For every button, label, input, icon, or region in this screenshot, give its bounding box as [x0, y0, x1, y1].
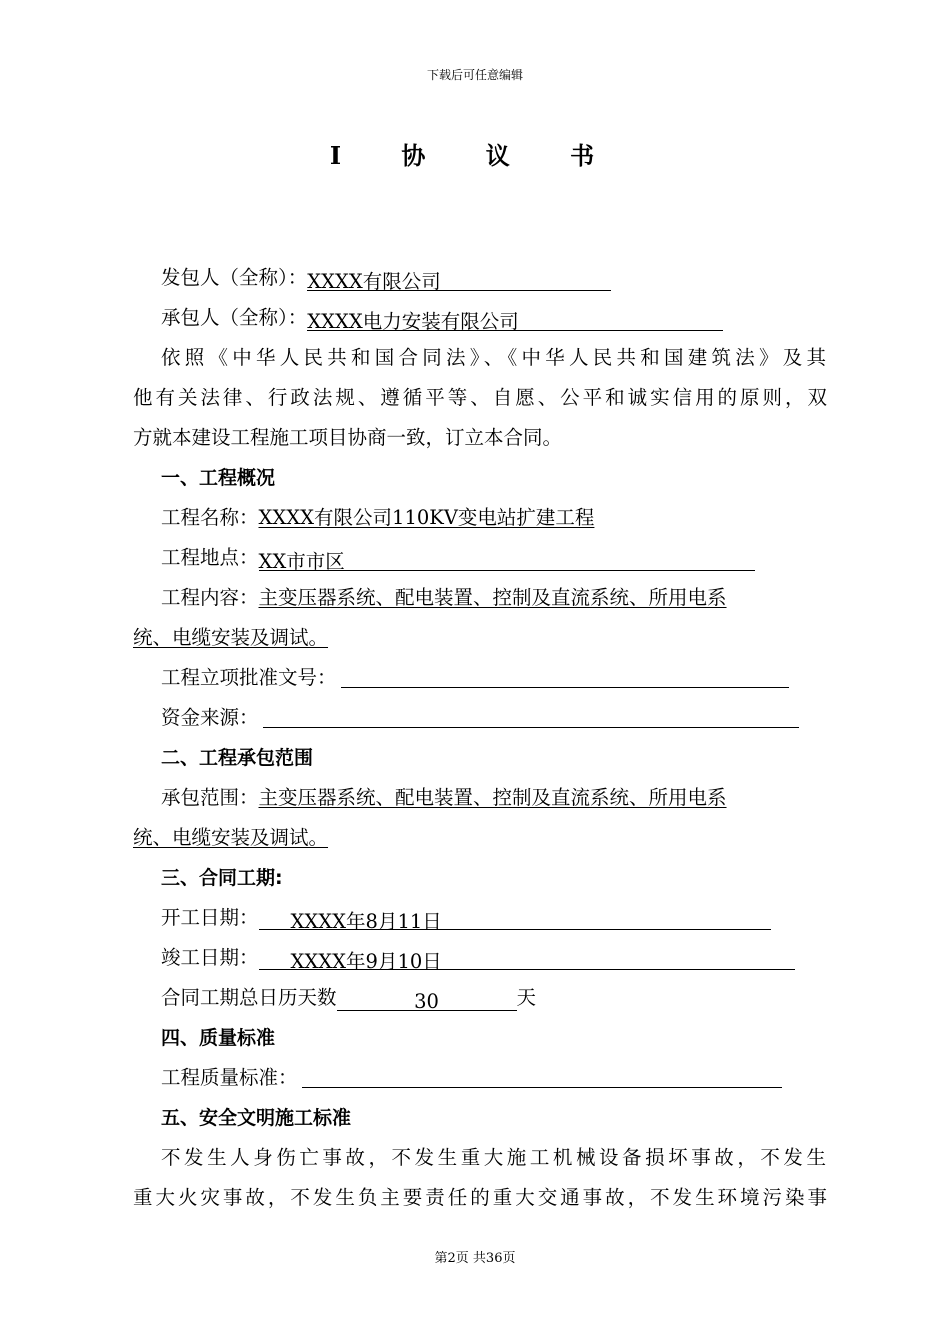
project-content-value-2: 统、电缆安装及调试。 — [133, 626, 329, 649]
project-content-value-1: 主变压器系统、配电装置、控制及直流系统、所用电系 — [258, 586, 727, 609]
approval-line — [161, 664, 861, 692]
start-date-value: XXXX年8月11日 — [290, 910, 442, 933]
total-days-label: 合同工期总日历天数 — [161, 986, 337, 1009]
project-name-value: XXXX有限公司110KV变电站扩建工程 — [258, 506, 595, 529]
project-content-line-1 — [161, 584, 861, 612]
section-1-title: 一、工程概况 — [161, 467, 276, 489]
quality-blank — [302, 1065, 782, 1088]
approval-blank — [341, 665, 789, 688]
section-3-title: 三、合同工期: — [161, 867, 283, 889]
project-location-field — [259, 548, 755, 571]
preamble-line-1: 依照《中华人民共和国合同法》、《中华人民共和国建筑法》及其 — [161, 346, 826, 369]
section-2-title: 二、工程承包范围 — [161, 747, 314, 769]
contractor-value: XXXX电力安装有限公司 — [307, 310, 519, 333]
project-content-line-2 — [133, 624, 833, 652]
project-location-label: 工程地点： — [161, 546, 259, 569]
contractor-field — [307, 308, 723, 331]
document-title: I 协 议 书 — [329, 141, 621, 170]
project-name-line — [161, 504, 861, 532]
quality-line — [161, 1064, 861, 1092]
scope-value-2: 统、电缆安装及调试。 — [133, 826, 329, 849]
section-4-title: 四、质量标准 — [161, 1027, 276, 1049]
preamble-line-3: 方就本建设工程施工项目协商一致，订立本合同。 — [133, 426, 563, 449]
contractor-line — [161, 304, 861, 332]
preamble-line-2: 他有关法律、行政法规、遵循平等、自愿、公平和诚实信用的原则，双 — [133, 386, 827, 409]
employer-field — [307, 268, 611, 291]
employer-value: XXXX有限公司 — [307, 270, 441, 293]
approval-label: 工程立项批准文号： — [161, 666, 337, 689]
start-date-label: 开工日期： — [161, 906, 259, 929]
contractor-label: 承包人（全称）： — [161, 306, 308, 329]
end-date-field — [259, 948, 795, 973]
scope-line-2 — [133, 824, 833, 852]
safety-line-1: 不发生人身伤亡事故，不发生重大施工机械设备损坏事故，不发生 — [161, 1146, 826, 1169]
project-location-line — [161, 544, 861, 572]
section-5-title: 五、安全文明施工标准 — [161, 1107, 352, 1129]
total-days-line — [161, 984, 861, 1012]
scope-line-1 — [161, 784, 861, 812]
start-date-line — [161, 904, 861, 932]
employer-line — [161, 264, 861, 292]
total-days-field — [337, 988, 517, 1011]
project-name-label: 工程名称： — [161, 506, 259, 529]
quality-label: 工程质量标准： — [161, 1066, 298, 1089]
funding-blank — [263, 705, 799, 728]
safety-line-2: 重大火灾事故，不发生负主要责任的重大交通事故，不发生环境污染事 — [133, 1186, 827, 1209]
scope-value-1: 主变压器系统、配电装置、控制及直流系统、所用电系 — [258, 786, 727, 809]
start-date-field — [259, 908, 771, 933]
project-location-value: XX市市区 — [258, 550, 345, 573]
total-days-unit: 天 — [516, 986, 537, 1009]
page-header: 下载后可任意编辑 — [426, 68, 523, 82]
funding-label: 资金来源： — [161, 706, 259, 729]
employer-label: 发包人（全称）： — [161, 266, 308, 289]
project-content-label: 工程内容： — [161, 586, 259, 609]
end-date-value: XXXX年9月10日 — [290, 950, 442, 973]
total-days-value: 30 — [414, 990, 439, 1013]
scope-label: 承包范围： — [161, 786, 259, 809]
end-date-label: 竣工日期： — [161, 946, 259, 969]
page-footer: 第2页 共36页 — [434, 1251, 516, 1266]
funding-line — [161, 704, 861, 732]
end-date-line — [161, 944, 861, 972]
